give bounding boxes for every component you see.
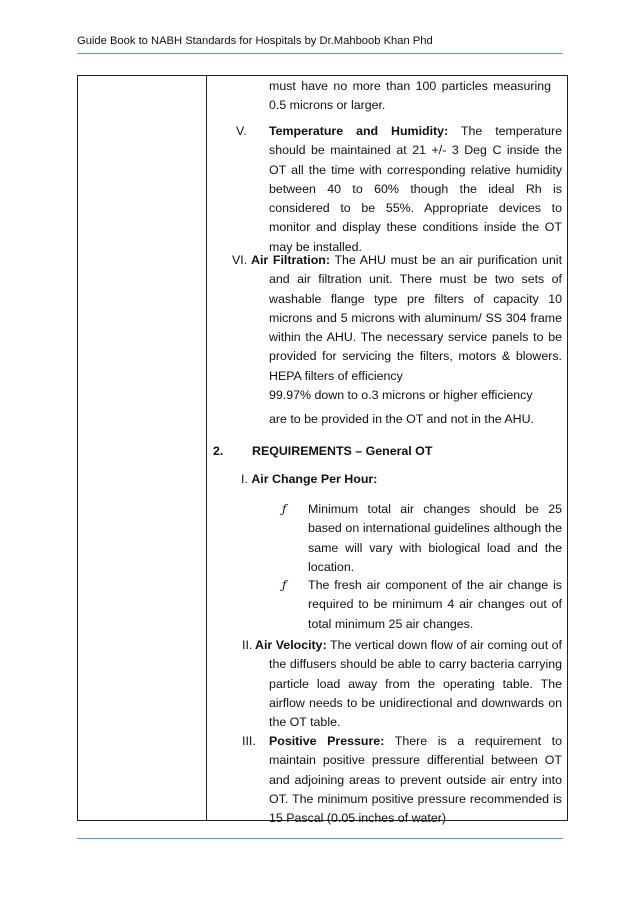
continuation-paragraph: must have no more than 100 particles measuring 0.5 microns or larger. [269,79,551,113]
item-v-text: The temperature should be maintained at 21 +/- 3 Deg C inside the OT all the time with corresponding relative humidity between 40 to 60% though the ideal Rh is considered to be 55%. Appropriate devices to monitor and display these conditions inside the OT may be installed. [269,124,562,254]
item-ii-number: II. [242,638,253,652]
item-vi-paragraph [251,251,563,386]
item-v-paragraph [269,122,562,257]
item-vi-text: The AHU must be an air purification unit and air filtration unit. There must be two sets of washable flange type pre filters of capacity 10 microns and 5 microns with aluminum/ SS 304 frame within the AHU. The necessary service panels to be provided for servicing the filters, motors & blowers. HEPA filters of efficiency [269,253,563,383]
item-vi [251,251,563,430]
item-i-title: Air Change Per Hour: [251,472,378,486]
section-2-title: REQUIREMENTS – General OT [252,444,433,458]
item-ii-text: The vertical down flow of air coming out of the diffusers should be able to carry bacteria carrying particle load away from the operating table. The airflow needs to be unidirectional and downwards on the OT table. [269,638,562,730]
page-header: Guide Book to NABH Standards for Hospitals by Dr.Mahboob Khan Phd [77,35,433,47]
item-iii-text: There is a requirement to maintain positive pressure differential between OT and adjoining areas to prevent outside air entry into OT. The minimum positive pressure recommended is 15 Pascal (0.05 inches of water) [269,734,562,826]
section-2-number: 2. [213,444,224,458]
footer-rule [77,838,563,839]
item-iii-paragraph [269,732,562,828]
item-vi-number: VI. [232,253,248,267]
item-ii-title: Air Velocity: [255,638,327,652]
item-i-number: I. [241,472,248,486]
bullet-1-text: Minimum total air changes should be 25 based on international guidelines although the same will vary with biological load and the location. [308,502,562,574]
continuation-text [269,77,551,116]
item-vi-line2: 99.97% down to o.3 microns or higher efficiency [269,388,533,403]
item-iii-number: III. [242,734,256,748]
item-vi-line3: are to be provided in the OT and not in the AHU. [269,412,534,427]
item-v [269,122,562,257]
header-rule [77,53,563,54]
item-i [241,470,561,489]
item-ii [255,636,562,732]
item-iii [269,732,562,828]
item-v-number: V. [236,124,247,138]
bullet-icon: ƒ [282,578,287,592]
bullet-icon: ƒ [282,502,287,516]
item-v-title: Temperature and Humidity: [269,124,449,138]
table-content [78,76,567,826]
standards-table [77,75,568,826]
item-iii-title: Positive Pressure: [269,734,385,748]
item-ii-paragraph [255,636,562,732]
item-i-bullet-2 [308,576,562,634]
item-i-bullet-1 [308,500,562,577]
bullet-2-text: The fresh air component of the air change is required to be minimum 4 air changes out of total minimum 25 air changes. [308,578,562,631]
item-vi-title: Air Filtration: [251,253,331,267]
